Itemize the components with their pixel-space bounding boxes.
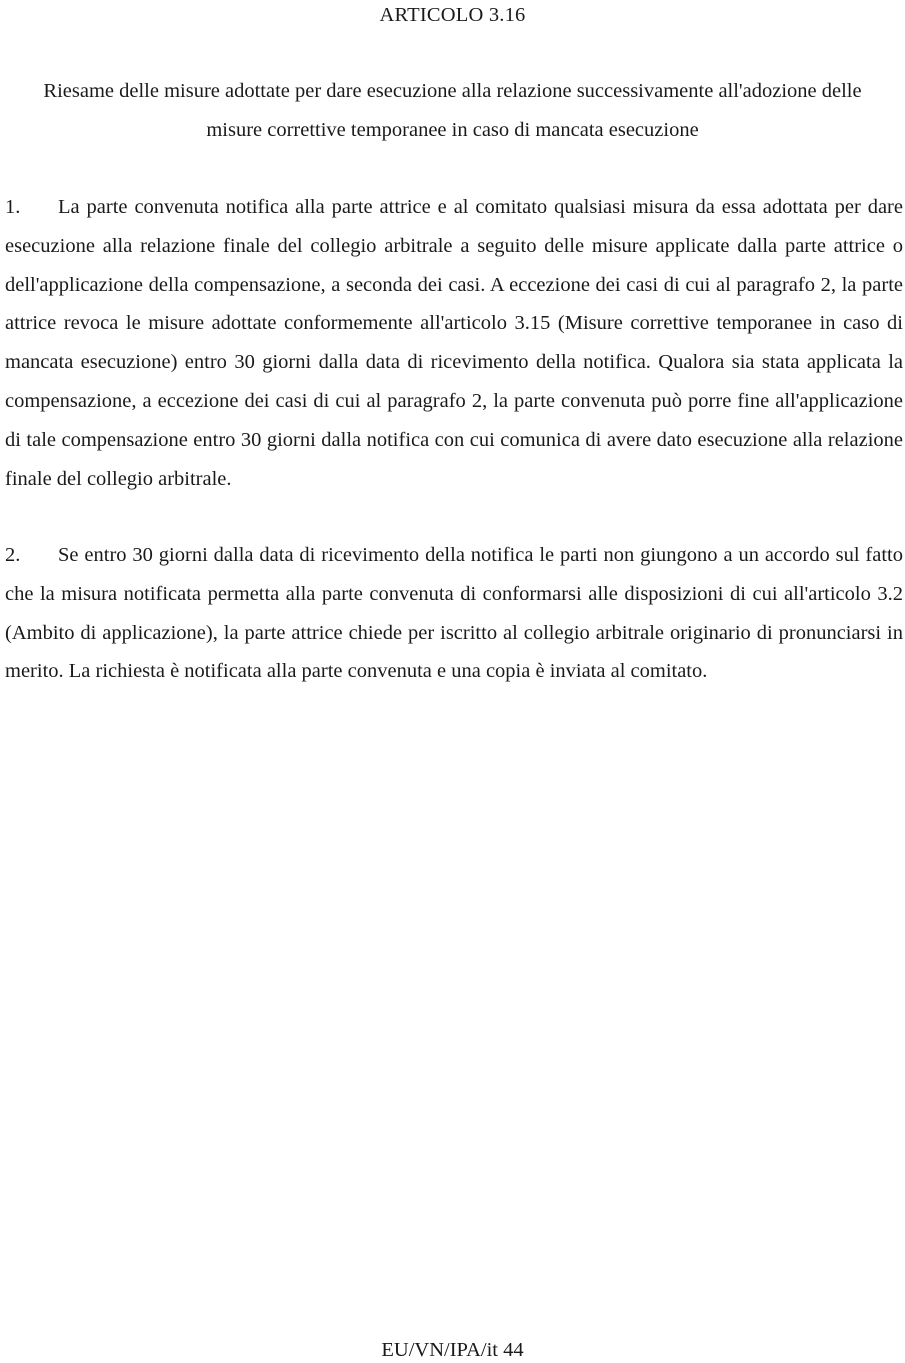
page-footer: EU/VN/IPA/it 44 <box>381 1339 524 1361</box>
article-heading: ARTICOLO 3.16 <box>379 4 526 26</box>
article-title: Riesame delle misure adottate per dare esecuzione alla relazione successivamente all'adozione delle misure correttive temporanee in caso di mancata esecuzione <box>43 80 862 141</box>
paragraph-1 <box>5 188 903 498</box>
paragraph-number: 2. <box>5 544 21 566</box>
paragraph-number: 1. <box>5 196 21 218</box>
paragraph-2 <box>5 536 903 691</box>
paragraph-text: La parte convenuta notifica alla parte attrice e al comitato qualsiasi misura da essa adottata per dare esecuzione alla relazione finale del collegio arbitrale a seguito delle misure applicate dalla parte attrice o dell'applicazione della compensazione, a seconda dei casi. A eccezione dei casi di cui al paragrafo 2, la parte attrice revoca le misure adottate conformemente all'articolo 3.15 (Misure correttive temporanee in caso di mancata esecuzione) entro 30 giorni dalla data di ricevimento della notifica. Qualora sia stata applicata la compensazione, a eccezione dei casi di cui al paragrafo 2, la parte convenuta può porre fine all'applicazione di tale compensazione entro 30 giorni dalla notifica con cui comunica di avere dato esecuzione alla relazione finale del collegio arbitrale. <box>5 196 903 490</box>
paragraph-text: Se entro 30 giorni dalla data di ricevimento della notifica le parti non giungono a un accordo sul fatto che la misura notificata permetta alla parte convenuta di conformarsi alle disposizioni di cui all'articolo 3.2 (Ambito di applicazione), la parte attrice chiede per iscritto al collegio arbitrale originario di pronunciarsi in merito. La richiesta è notificata alla parte convenuta e una copia è inviata al comitato. <box>5 544 903 683</box>
